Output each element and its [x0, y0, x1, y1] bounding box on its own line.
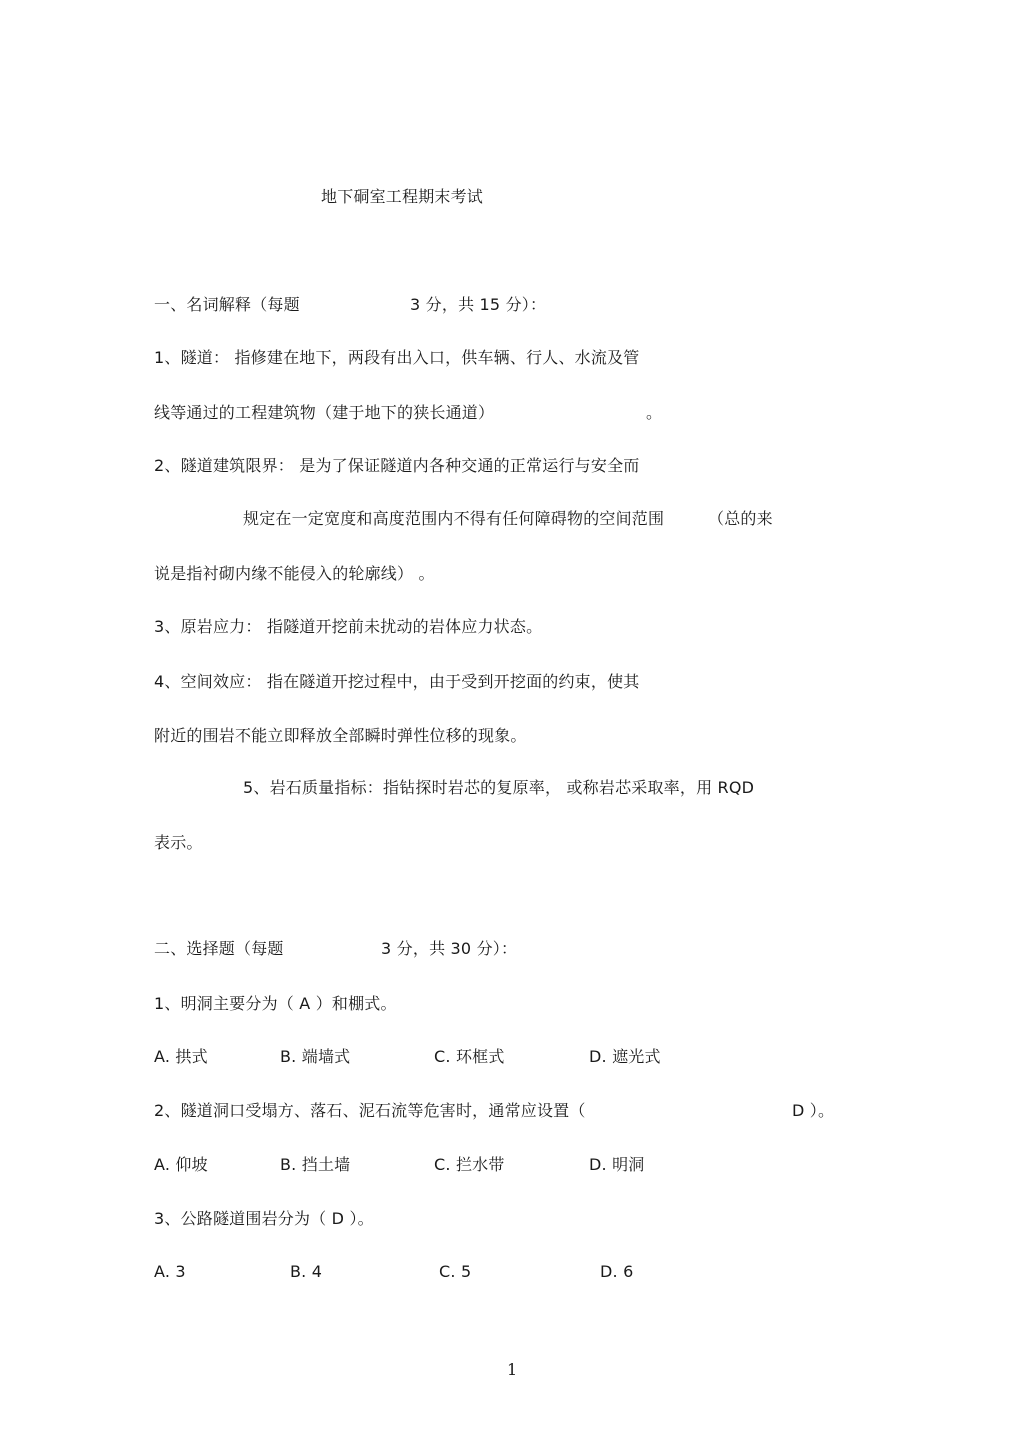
question2-option-c: C. 拦水带 — [434, 1155, 505, 1174]
term4-line1: 4、空间效应： 指在隧道开挖过程中，由于受到开挖面的约束，使其 — [154, 672, 640, 691]
section2-heading-start: 二、选择题（每题 — [154, 939, 284, 958]
term1-line2-end: 。 — [646, 403, 663, 422]
section1-heading-end: 3 分，共 15 分）： — [410, 295, 547, 314]
term5-line2: 表示。 — [154, 833, 203, 852]
term2-line3: 说是指衬砌内缘不能侵入的轮廓线） 。 — [154, 564, 435, 583]
question3-option-b: B. 4 — [290, 1262, 323, 1281]
question1-stem: 1、明洞主要分为（ A ）和棚式。 — [154, 994, 397, 1013]
term2-line1: 2、隧道建筑限界： 是为了保证隧道内各种交通的正常运行与安全而 — [154, 456, 640, 475]
question2-option-d: D. 明洞 — [589, 1155, 645, 1174]
term3-line1: 3、原岩应力： 指隧道开挖前未扰动的岩体应力状态。 — [154, 617, 543, 636]
section1-heading-start: 一、名词解释（每题 — [154, 295, 300, 314]
term2-line2-end: （总的来 — [708, 509, 773, 528]
term4-line2: 附近的围岩不能立即释放全部瞬时弹性位移的现象。 — [154, 726, 527, 745]
question3-stem: 3、公路隧道围岩分为（ D ）。 — [154, 1209, 374, 1228]
term1-line1: 1、隧道： 指修建在地下，两段有出入口，供车辆、行人、水流及管 — [154, 348, 640, 367]
question1-option-c: C. 环框式 — [434, 1047, 505, 1066]
section2-heading-end: 3 分，共 30 分）： — [381, 939, 518, 958]
question1-option-b: B. 端墙式 — [280, 1047, 351, 1066]
question1-option-a: A. 拱式 — [154, 1047, 208, 1066]
question2-option-a: A. 仰坡 — [154, 1155, 208, 1174]
term2-line2: 规定在一定宽度和高度范围内不得有任何障碍物的空间范围 — [243, 509, 665, 528]
question3-option-d: D. 6 — [600, 1262, 634, 1281]
term1-line2: 线等通过的工程建筑物（建于地下的狭长通道） — [154, 403, 495, 422]
question1-option-d: D. 遮光式 — [589, 1047, 661, 1066]
page-title: 地下硐室工程期末考试 — [321, 187, 484, 206]
page-number: 1 — [507, 1360, 518, 1379]
question3-option-c: C. 5 — [439, 1262, 472, 1281]
question2-stem: 2、隧道洞口受塌方、落石、泥石流等危害时，通常应设置（ — [154, 1101, 586, 1120]
question2-stem-end: D ）。 — [792, 1101, 835, 1120]
question3-option-a: A. 3 — [154, 1262, 186, 1281]
term5-line1: 5、岩石质量指标：指钻探时岩芯的复原率， 或称岩芯采取率，用 RQD — [243, 778, 755, 797]
question2-option-b: B. 挡土墙 — [280, 1155, 351, 1174]
